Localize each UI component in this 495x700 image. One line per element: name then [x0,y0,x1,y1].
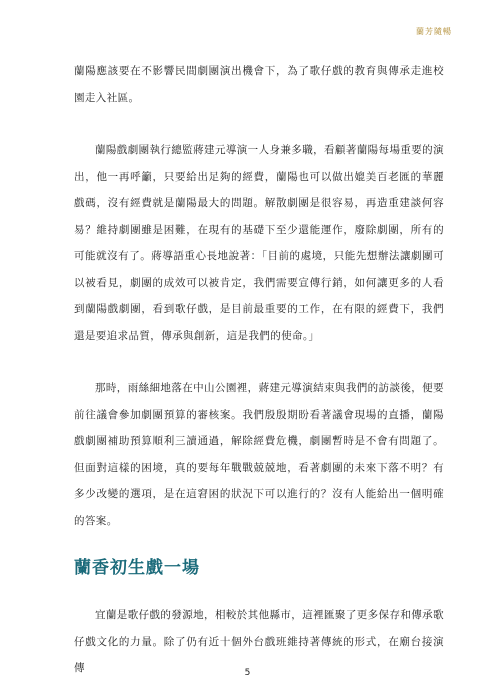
running-header: 蘭芳隨暢 [416,27,452,36]
paragraph-director-interview: 蘭陽戲劇團執行總監蔣建元導演一人身兼多職，看顧著蘭陽每場重要的演出，他一再呼籲，只要給出足夠的經費，蘭陽也可以做出媲美百老匯的華麗戲碼，沒有經費就是蘭陽最大的問題。解散劇團是很容易，再造重建談何容易？維持劇團雖是困難，在現有的基礎下至少還能運作，廢除劇團，所有的可能就沒有了。蔣導語重心長地說著：「目前的處境，只能先想辦法讓劇團可以被看見，劇團的成效可以被肯定，我們需要宣傳行銷，如何讓更多的人看到蘭陽戲劇團，看到歌仔戲，是目前最重要的工作，在有限的經費下，我們還是要追求品質，傳承與創新，這是我們的使命。」 [74,144,444,342]
page-body [74,58,444,682]
page-number: 5 [244,668,251,678]
paragraph-continuation: 蘭陽應該要在不影響民間劇團演出機會下，為了歌仔戲的教育與傳承走進校園走入社區。 [74,65,444,104]
paragraph-yilan-origin: 宜蘭是歌仔戲的發源地，相較於其他縣市，這裡匯聚了更多保存和傳承歌仔戲文化的力量。除了仍有近十個外台戲班維持著傳統的形式，在廟台接演傳 [74,609,444,674]
section-heading: 蘭香初生戲一場 [74,558,200,578]
paragraph-council-budget: 那時，雨絲細地落在中山公園裡，蔣建元導演結束與我們的訪談後，便要前往議會參加劇團預算的審核案。我們殷殷期盼看著議會現場的直播，蘭陽戲劇團補助預算順利三讀通過，解除經費危機，劇團暫時是不會有問題了。但面對這樣的困境，真的要每年戰戰兢兢地，看著劇團的未來下落不明？有多少改變的選項，是在這窘困的狀況下可以進行的？沒有人能給出一個明確的答案。 [74,382,444,527]
